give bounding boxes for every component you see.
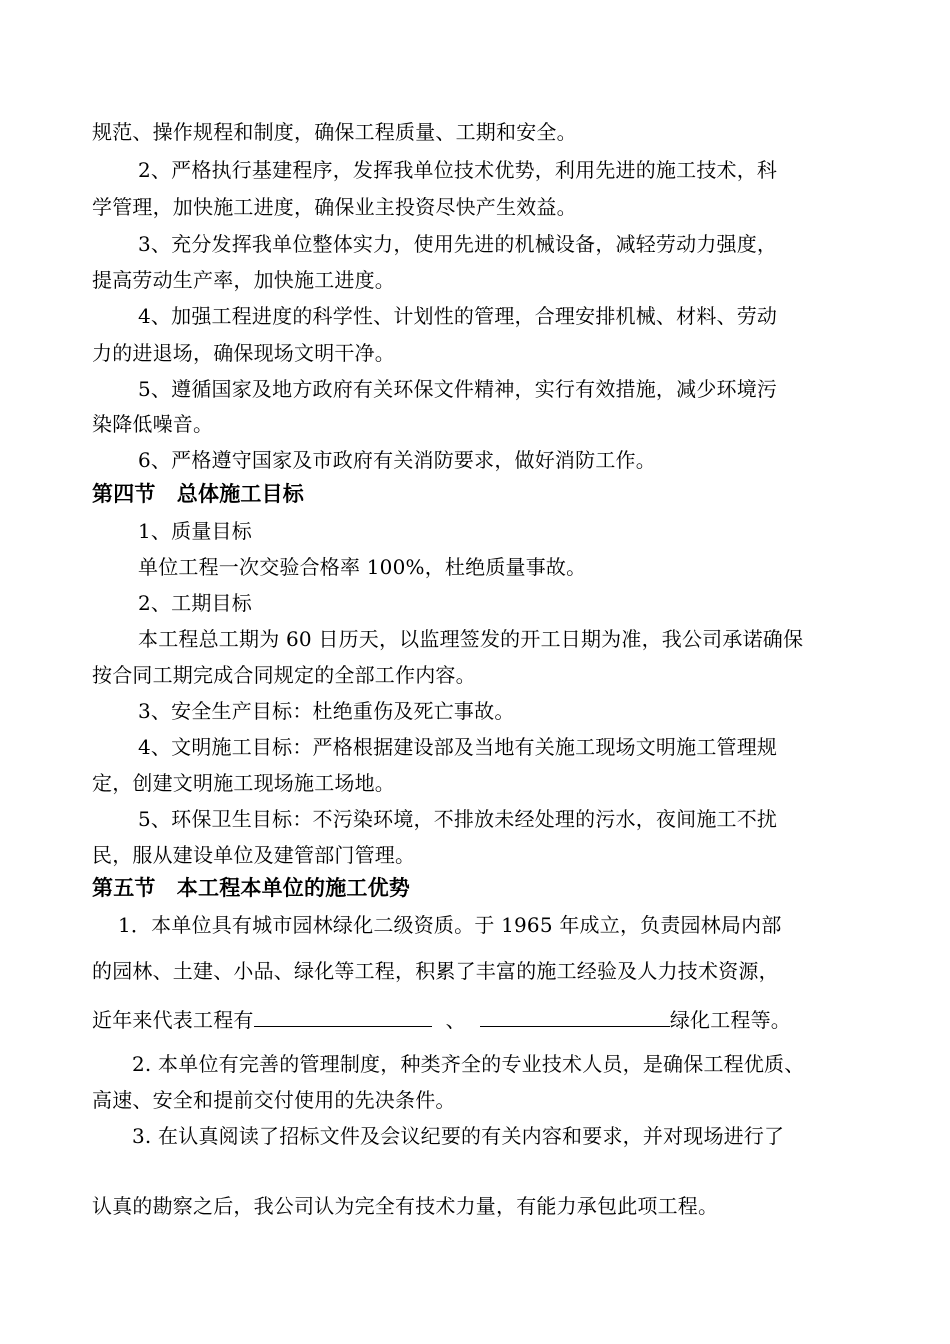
paragraph-line: 2. 本单位有完善的管理制度，种类齐全的专业技术人员，是确保工程优质、 [132,1052,805,1076]
section-heading-4: 第四节 总体施工目标 [92,482,304,506]
paragraph-line: 1．本单位具有城市园林绿化二级资质。于 1965 年成立，负责园林局内部 [118,913,782,937]
paragraph-line: 4、加强工程进度的科学性、计划性的管理，合理安排机械、材料、劳动 [138,304,778,328]
paragraph-line: 提高劳动生产率，加快施工进度。 [92,268,395,292]
paragraph-line: 5、遵循国家及地方政府有关环保文件精神，实行有效措施，减少环境污 [138,377,778,401]
paragraph-line: 6、严格遵守国家及市政府有关消防要求，做好消防工作。 [138,448,656,472]
paragraph-line: 规范、操作规程和制度，确保工程质量、工期和安全。 [92,120,577,144]
paragraph-line: 1、质量目标 [138,519,252,543]
paragraph-line: 染降低噪音。 [92,412,214,436]
blank-field-1[interactable] [254,1004,432,1027]
paragraph-line: 单位工程一次交验合格率 100%，杜绝质量事故。 [138,555,587,579]
fill-line-prefix: 近年来代表工程有 [92,1008,254,1032]
paragraph-line: 5、环保卫生目标：不污染环境，不排放未经处理的污水，夜间施工不扰 [138,807,778,831]
fill-line-suffix: 绿化工程等。 [669,1008,792,1032]
paragraph-line: 3、充分发挥我单位整体实力，使用先进的机械设备，减轻劳动力强度， [138,232,778,256]
paragraph-line: 4、文明施工目标：严格根据建设部及当地有关施工现场文明施工管理规 [138,735,778,759]
paragraph-line: 定，创建文明施工现场施工场地。 [92,771,395,795]
paragraph-line: 按合同工期完成合同规定的全部工作内容。 [92,663,476,687]
paragraph-line: 本工程总工期为 60 日历天，以监理签发的开工日期为准，我公司承诺确保 [138,627,804,651]
fill-line-separator: 、 [445,1008,466,1032]
paragraph-line: 学管理，加快施工进度，确保业主投资尽快产生效益。 [92,195,577,219]
paragraph-line: 高速、安全和提前交付使用的先决条件。 [92,1088,456,1112]
paragraph-line: 的园林、土建、小品、绿化等工程，积累了丰富的施工经验及人力技术资源， [92,959,779,983]
paragraph-line: 认真的勘察之后，我公司认为完全有技术力量，有能力承包此项工程。 [92,1194,719,1218]
paragraph-line: 2、工期目标 [138,591,252,615]
paragraph-line: 力的进退场，确保现场文明干净。 [92,341,395,365]
paragraph-line: 2、严格执行基建程序，发挥我单位技术优势，利用先进的施工技术，科 [138,158,778,182]
blank-field-2[interactable] [480,1004,670,1027]
section-heading-5: 第五节 本工程本单位的施工优势 [92,876,410,900]
paragraph-line: 民，服从建设单位及建管部门管理。 [92,843,416,867]
fill-in-line [92,1004,791,1034]
paragraph-line: 3、安全生产目标：杜绝重伤及死亡事故。 [138,699,515,723]
paragraph-line: 3. 在认真阅读了招标文件及会议纪要的有关内容和要求，并对现场进行了 [132,1124,785,1148]
